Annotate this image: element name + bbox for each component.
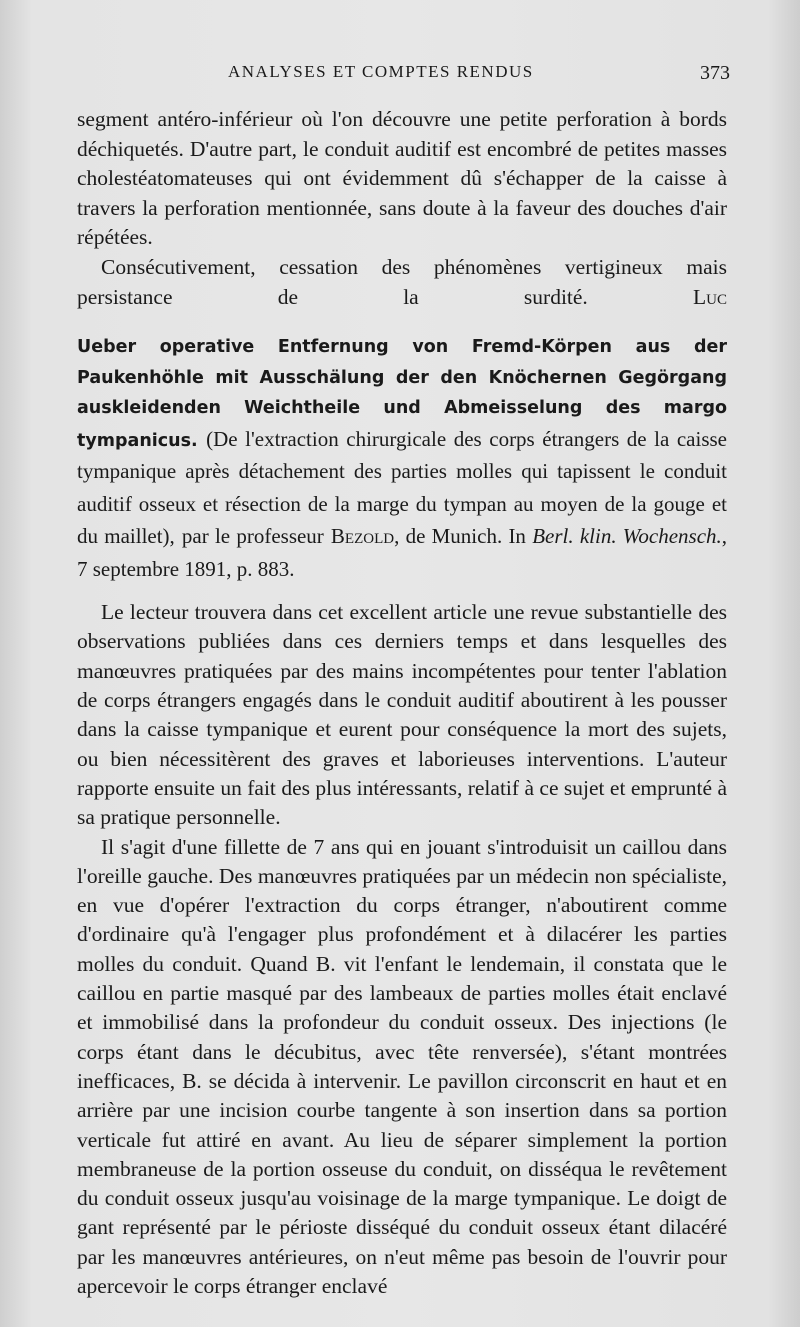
citation-city: , de Munich. In [394, 524, 533, 549]
review-paragraph-1: Le lecteur trouvera dans cet excellent article une revue substantielle des observations publiées dans ces derniers temps et dans lesquelles des manœuvres pratiquées par des mains incompétentes pour tenter l'ablation de corps étrangers engagés dans le conduit auditif aboutirent à les pousser dans la caisse tympanique et eurent pour conséquence la mort des sujets, ou bien nécessitèrent des graves et laborieuses interventions. L'auteur rapporte ensuite un fait des plus intéressants, relatif à ce sujet et emprunté à sa pratique personnelle. [77, 600, 727, 830]
french-title: (De l'extraction chirurgicale des corps étrangers de la caisse tympanique après détachement des parties molles qui tapissent le conduit auditif osseux et résection de la marge du tympan au moyen de la gouge et du maillet), [77, 426, 728, 549]
author-name: Bezold [330, 524, 395, 549]
page-header [0, 62, 800, 92]
german-title: Ueber operative Entfernung von Fremd-Körpen aus der Paukenhöhle mit Ausschälung der den Knöchernen Gegörgang auskleidenden Weichtheile und Abmeisselung des margo tympanicus. [77, 337, 727, 451]
review-heading [77, 332, 727, 586]
review-title-block [77, 332, 727, 586]
conclusion-text: Consécutivement, cessation des phénomènes vertigineux mais persistance de la surdité. [77, 254, 727, 309]
review-body [77, 598, 727, 1301]
page-number: 373 [700, 62, 730, 84]
review-paragraph-2: Il s'agit d'une fillette de 7 ans qui en jouant s'introduisit un caillou dans l'oreille gauche. Des manœuvres pratiquées par un médecin non spécialiste, en vue d'opérer l'extraction du corps étranger, n'aboutirent comme d'ordinaire qu'à l'engager plus profondément et à dilacérer les parties molles du conduit. Quand B. vit l'enfant le lendemain, il constata que le caillou en partie masqué par des lambeaux de parties molles était enclavé et immobilisé dans la profondeur du conduit osseux. Des injections (le corps étant dans le décubitus, avec tête renversée), s'étant montrées inefficaces, B. se décida à intervenir. Le pavillon circonscrit en haut et en arrière par une incision courbe tangente à son insertion dans sa portion verticale fut attiré en avant. Au lieu de séparer simplement la portion membraneuse de la portion osseuse du conduit, on disséqua le revêtement du conduit osseux jusqu'au voisinage de la marge tympanique. Le doigt de gant représenté par le périoste disséqué du conduit osseux étant dilacéré par les manœuvres antérieures, on n'eut même pas besoin de l'ouvrir pour apercevoir le corps étranger enclavé [77, 834, 727, 1298]
conclusion-paragraph [77, 253, 727, 312]
reviewer-signature: Luc [693, 284, 727, 309]
page-body [77, 105, 727, 1301]
citation-date: , 7 septembre 1891, p. 883. [77, 524, 728, 581]
running-title: ANALYSES ET COMPTES RENDUS [228, 62, 534, 81]
previous-review-end [77, 105, 727, 312]
journal-name: Berl. klin. Wochensch. [532, 524, 722, 549]
citation-by: par le professeur [181, 524, 324, 549]
continued-paragraph: segment antéro-inférieur où l'on découvre une petite perforation à bords déchiquetés. D'autre part, le conduit auditif est encombré de petites masses cholestéatomateuses qui ont évidemment dû s'échapper de la caisse à travers la perforation mentionnée, sans doute à la faveur des douches d'air répétées. [77, 107, 727, 250]
